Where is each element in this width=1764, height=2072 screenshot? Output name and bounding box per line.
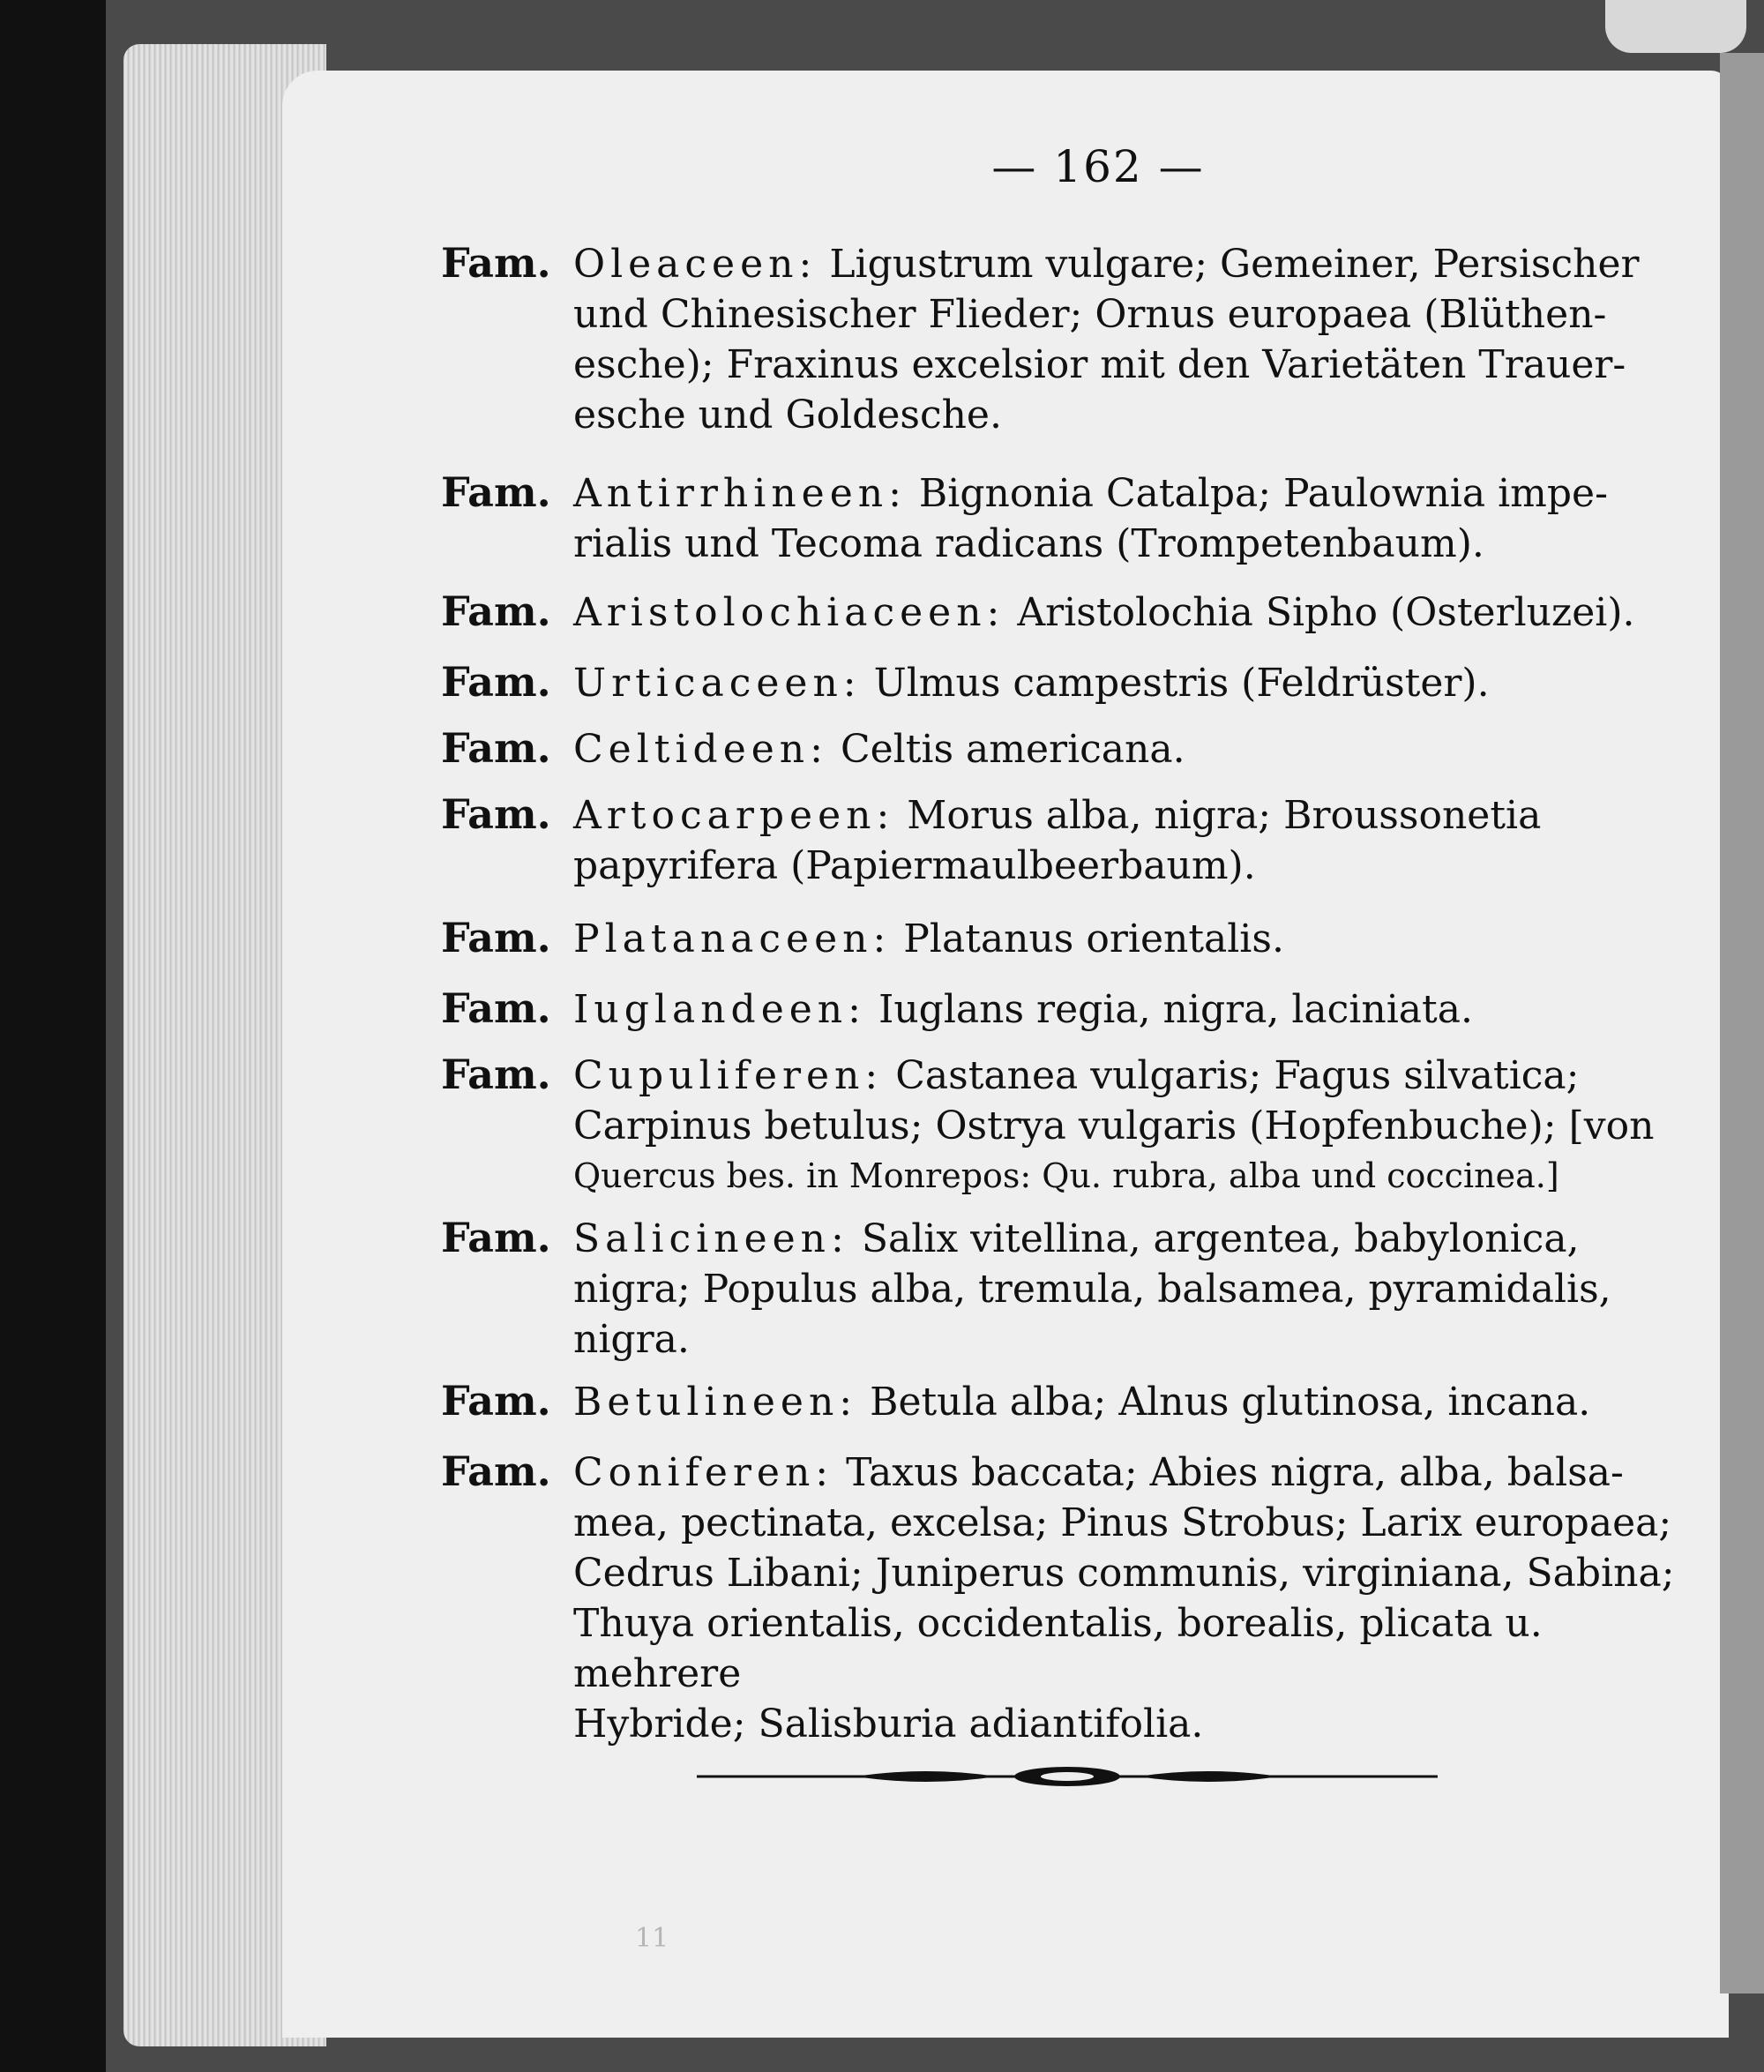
entry-aristolochiaceen bbox=[441, 587, 1702, 638]
entry-text: Iuglans regia, nigra, laciniata. bbox=[878, 987, 1473, 1032]
family-name: Iuglandeen: bbox=[573, 987, 866, 1032]
entry-betulineen bbox=[441, 1376, 1702, 1427]
family-name: Celtideen: bbox=[573, 727, 828, 772]
entry-text: rialis und Tecoma radicans (Trompetenbaum). bbox=[573, 521, 1484, 566]
family-name: Betulineen: bbox=[573, 1380, 858, 1425]
signature-mark: 11 bbox=[635, 1923, 669, 1954]
entry-text: Taxus baccata; Abies nigra, alba, balsa- bbox=[846, 1450, 1624, 1495]
ornamental-divider bbox=[697, 1764, 1438, 1789]
family-name: Salicineen: bbox=[573, 1216, 849, 1261]
fam-label: Fam. bbox=[441, 1447, 551, 1495]
fam-label: Fam. bbox=[441, 914, 551, 961]
entry-text: Quercus bes. in Monrepos: Qu. rubra, alba und coccinea.] bbox=[573, 1156, 1559, 1195]
entry-text: Platanus orientalis. bbox=[903, 916, 1284, 961]
family-name: Urticaceen: bbox=[573, 661, 862, 706]
fam-label: Fam. bbox=[441, 790, 551, 838]
entry-salicineen bbox=[441, 1213, 1702, 1365]
family-name: Platanaceen: bbox=[573, 916, 892, 961]
fam-label: Fam. bbox=[441, 658, 551, 706]
entry-text: Celtis americana. bbox=[840, 727, 1185, 772]
entry-text: Salix vitellina, argentea, babylonica, bbox=[861, 1216, 1580, 1261]
fam-label: Fam. bbox=[441, 239, 551, 287]
entry-text: Ligustrum vulgare; Gemeiner, Persischer bbox=[829, 242, 1640, 287]
entry-text: und Chinesischer Flieder; Ornus europaea (Blüthen- bbox=[573, 292, 1607, 337]
entry-text: Aristolochia Sipho (Osterluzei). bbox=[1017, 590, 1635, 635]
facing-page-edge bbox=[1720, 53, 1764, 1993]
entry-text: Carpinus betulus; Ostrya vulgaris (Hopfenbuche); [von bbox=[573, 1103, 1655, 1148]
fam-label: Fam. bbox=[441, 1214, 551, 1261]
page-number: — 162 — bbox=[991, 141, 1205, 192]
entry-iuglandeen bbox=[441, 984, 1702, 1035]
entry-platanaceen bbox=[441, 913, 1702, 964]
entry-text: papyrifera (Papiermaulbeerbaum). bbox=[573, 843, 1256, 888]
entry-text: Bignonia Catalpa; Paulownia impe- bbox=[918, 471, 1608, 516]
fam-label: Fam. bbox=[441, 1051, 551, 1098]
fam-label: Fam. bbox=[441, 468, 551, 516]
entry-text: esche und Goldesche. bbox=[573, 393, 1002, 438]
entry-text: Castanea vulgaris; Fagus silvatica; bbox=[895, 1053, 1580, 1098]
entry-coniferen bbox=[441, 1447, 1702, 1749]
entry-text: Thuya orientalis, occidentalis, borealis, plicata u. mehrere bbox=[573, 1601, 1543, 1696]
entry-artocarpeen bbox=[441, 789, 1702, 891]
entry-text: Betula alba; Alnus glutinosa, incana. bbox=[870, 1380, 1591, 1425]
fam-label: Fam. bbox=[441, 587, 551, 635]
family-name: Artocarpeen: bbox=[573, 793, 895, 838]
fam-label: Fam. bbox=[441, 1377, 551, 1425]
entry-text: Hybride; Salisburia adiantifolia. bbox=[573, 1702, 1204, 1747]
entry-antirrhineen bbox=[441, 468, 1702, 569]
entry-text: Morus alba, nigra; Broussonetia bbox=[907, 793, 1542, 838]
fam-label: Fam. bbox=[441, 984, 551, 1032]
entry-oleaceen bbox=[441, 238, 1702, 440]
entry-text: Cedrus Libani; Juniperus communis, virginiana, Sabina; bbox=[573, 1551, 1675, 1596]
entry-celtideen bbox=[441, 723, 1702, 774]
entry-text: nigra; Populus alba, tremula, balsamea, pyramidalis, bbox=[573, 1267, 1611, 1312]
family-name: Antirrhineen: bbox=[573, 471, 907, 516]
family-name: Aristolochiaceen: bbox=[573, 590, 1005, 635]
entry-text: esche); Fraxinus excelsior mit den Varietäten Trauer- bbox=[573, 342, 1626, 387]
family-name: Coniferen: bbox=[573, 1450, 834, 1495]
entry-text: nigra. bbox=[573, 1317, 690, 1362]
bookmark-ribbon bbox=[1605, 0, 1746, 53]
entry-cupuliferen bbox=[441, 1050, 1702, 1201]
family-name: Oleaceen: bbox=[573, 242, 818, 287]
family-name: Cupuliferen: bbox=[573, 1053, 884, 1098]
fam-label: Fam. bbox=[441, 724, 551, 772]
entry-urticaceen bbox=[441, 657, 1702, 708]
entry-text: Ulmus campestris (Feldrüster). bbox=[873, 661, 1490, 706]
entry-text: mea, pectinata, excelsa; Pinus Strobus; Larix europaea; bbox=[573, 1500, 1672, 1545]
